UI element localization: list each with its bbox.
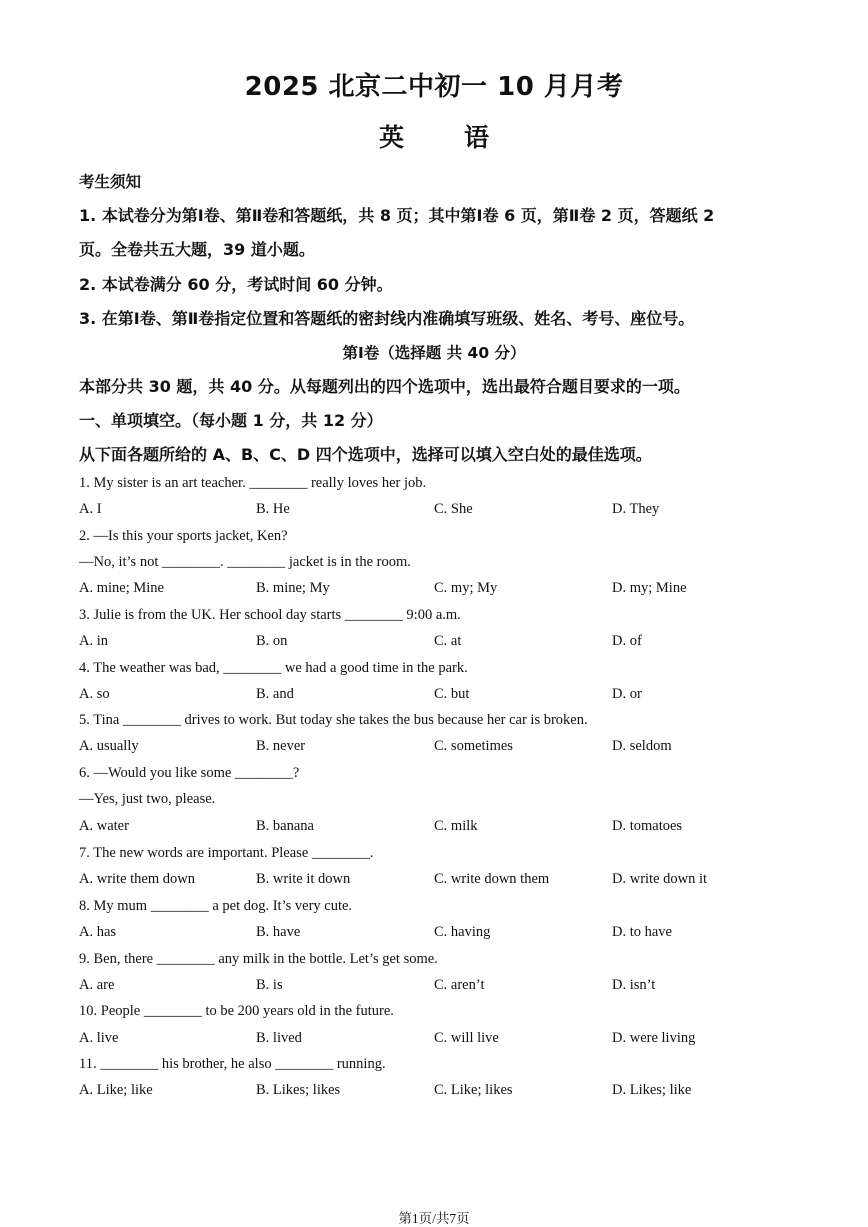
question-3-options (0, 633, 868, 653)
notice-line-1: 1. 本试卷分为第Ⅰ卷、第Ⅱ卷和答题纸，共 8 页；其中第Ⅰ卷 6 页，第Ⅱ卷 2 页，答题纸 2 (79, 206, 715, 225)
option-c: C. Like; likes (434, 1082, 513, 1098)
option-a: A. are (79, 977, 115, 993)
option-c: C. write down them (434, 871, 550, 887)
question-6-options (0, 818, 868, 838)
notice-heading: 考生须知 (79, 173, 142, 191)
question-1-stem: 1. My sister is an art teacher. ________ really loves her job. (79, 475, 427, 491)
notice-line-1-cont: 页。全卷共五大题，39 道小题。 (79, 240, 315, 259)
option-c: C. She (434, 501, 473, 517)
option-d: D. Likes; like (612, 1082, 692, 1098)
option-c: C. my; My (434, 580, 498, 596)
option-a: A. in (79, 633, 108, 649)
option-a: A. mine; Mine (79, 580, 164, 596)
option-d: D. seldom (612, 738, 672, 754)
question-8-options (0, 924, 868, 944)
option-b: B. lived (256, 1030, 302, 1046)
question-5-stem: 5. Tina ________ drives to work. But today she takes the bus because her car is broken. (79, 712, 588, 728)
exam-title: 2025 北京二中初一 10 月月考 (244, 72, 624, 102)
option-b: B. write it down (256, 871, 351, 887)
option-d: D. of (612, 633, 642, 649)
option-c: C. will live (434, 1030, 499, 1046)
question-11-stem: 11. ________ his brother, he also ________ running. (79, 1056, 386, 1072)
question-8-stem: 8. My mum ________ a pet dog. It’s very cute. (79, 898, 353, 914)
question-4-stem: 4. The weather was bad, ________ we had a good time in the park. (79, 660, 468, 676)
question-10-options (0, 1030, 868, 1050)
question-1-options (0, 501, 868, 521)
option-b: B. on (256, 633, 288, 649)
option-b: B. Likes; likes (256, 1082, 341, 1098)
option-b: B. have (256, 924, 301, 940)
question-10-stem: 10. People ________ to be 200 years old in the future. (79, 1003, 394, 1019)
question-6-stem-2: —Yes, just two, please. (79, 791, 216, 807)
option-c: C. at (434, 633, 462, 649)
question-11-options (0, 1082, 868, 1102)
question-7-options (0, 871, 868, 891)
option-b: B. banana (256, 818, 314, 834)
question-2-stem-2: —No, it’s not ________. ________ jacket is in the room. (79, 554, 411, 570)
question-3-stem: 3. Julie is from the UK. Her school day starts ________ 9:00 a.m. (79, 607, 461, 623)
option-b: B. mine; My (256, 580, 330, 596)
option-a: A. Like; like (79, 1082, 153, 1098)
option-c: C. aren’t (434, 977, 485, 993)
option-c: C. sometimes (434, 738, 513, 754)
part1-intro: 本部分共 30 题，共 40 分。从每题列出的四个选项中，选出最符合题目要求的一项。 (79, 377, 690, 396)
question-2-options (0, 580, 868, 600)
option-c: C. but (434, 686, 470, 702)
option-d: D. They (612, 501, 660, 517)
notice-line-2: 2. 本试卷满分 60 分，考试时间 60 分钟。 (79, 275, 393, 294)
subject-title: 英语 (378, 123, 549, 152)
page-number: 第1页/共7页 (398, 1211, 470, 1226)
question-2-stem: 2. —Is this your sports jacket, Ken? (79, 528, 288, 544)
option-a: A. I (79, 501, 102, 517)
part1-heading: 第Ⅰ卷（选择题 共 40 分） (342, 344, 526, 362)
question-6-stem: 6. —Would you like some ________? (79, 765, 300, 781)
question-7-stem: 7. The new words are important. Please ________. (79, 845, 374, 861)
option-a: A. live (79, 1030, 119, 1046)
option-d: D. isn’t (612, 977, 656, 993)
option-a: A. write them down (79, 871, 195, 887)
option-c: C. milk (434, 818, 478, 834)
question-9-stem: 9. Ben, there ________ any milk in the bottle. Let’s get some. (79, 951, 438, 967)
option-a: A. so (79, 686, 110, 702)
option-a: A. usually (79, 738, 139, 754)
option-a: A. water (79, 818, 129, 834)
section-title: 一、单项填空。（每小题 1 分，共 12 分） (79, 411, 383, 430)
option-c: C. having (434, 924, 491, 940)
option-d: D. write down it (612, 871, 708, 887)
option-d: D. to have (612, 924, 672, 940)
option-b: B. is (256, 977, 283, 993)
option-a: A. has (79, 924, 117, 940)
question-9-options (0, 977, 868, 997)
option-d: D. my; Mine (612, 580, 687, 596)
section-instruction: 从下面各题所给的 A、B、C、D 四个选项中，选择可以填入空白处的最佳选项。 (79, 445, 652, 464)
option-d: D. or (612, 686, 642, 702)
question-4-options (0, 686, 868, 706)
option-b: B. and (256, 686, 294, 702)
option-d: D. were living (612, 1030, 696, 1046)
notice-line-3: 3. 在第Ⅰ卷、第Ⅱ卷指定位置和答题纸的密封线内准确填写班级、姓名、考号、座位号。 (79, 309, 695, 328)
option-b: B. never (256, 738, 306, 754)
question-5-options (0, 738, 868, 758)
option-b: B. He (256, 501, 290, 517)
option-d: D. tomatoes (612, 818, 683, 834)
